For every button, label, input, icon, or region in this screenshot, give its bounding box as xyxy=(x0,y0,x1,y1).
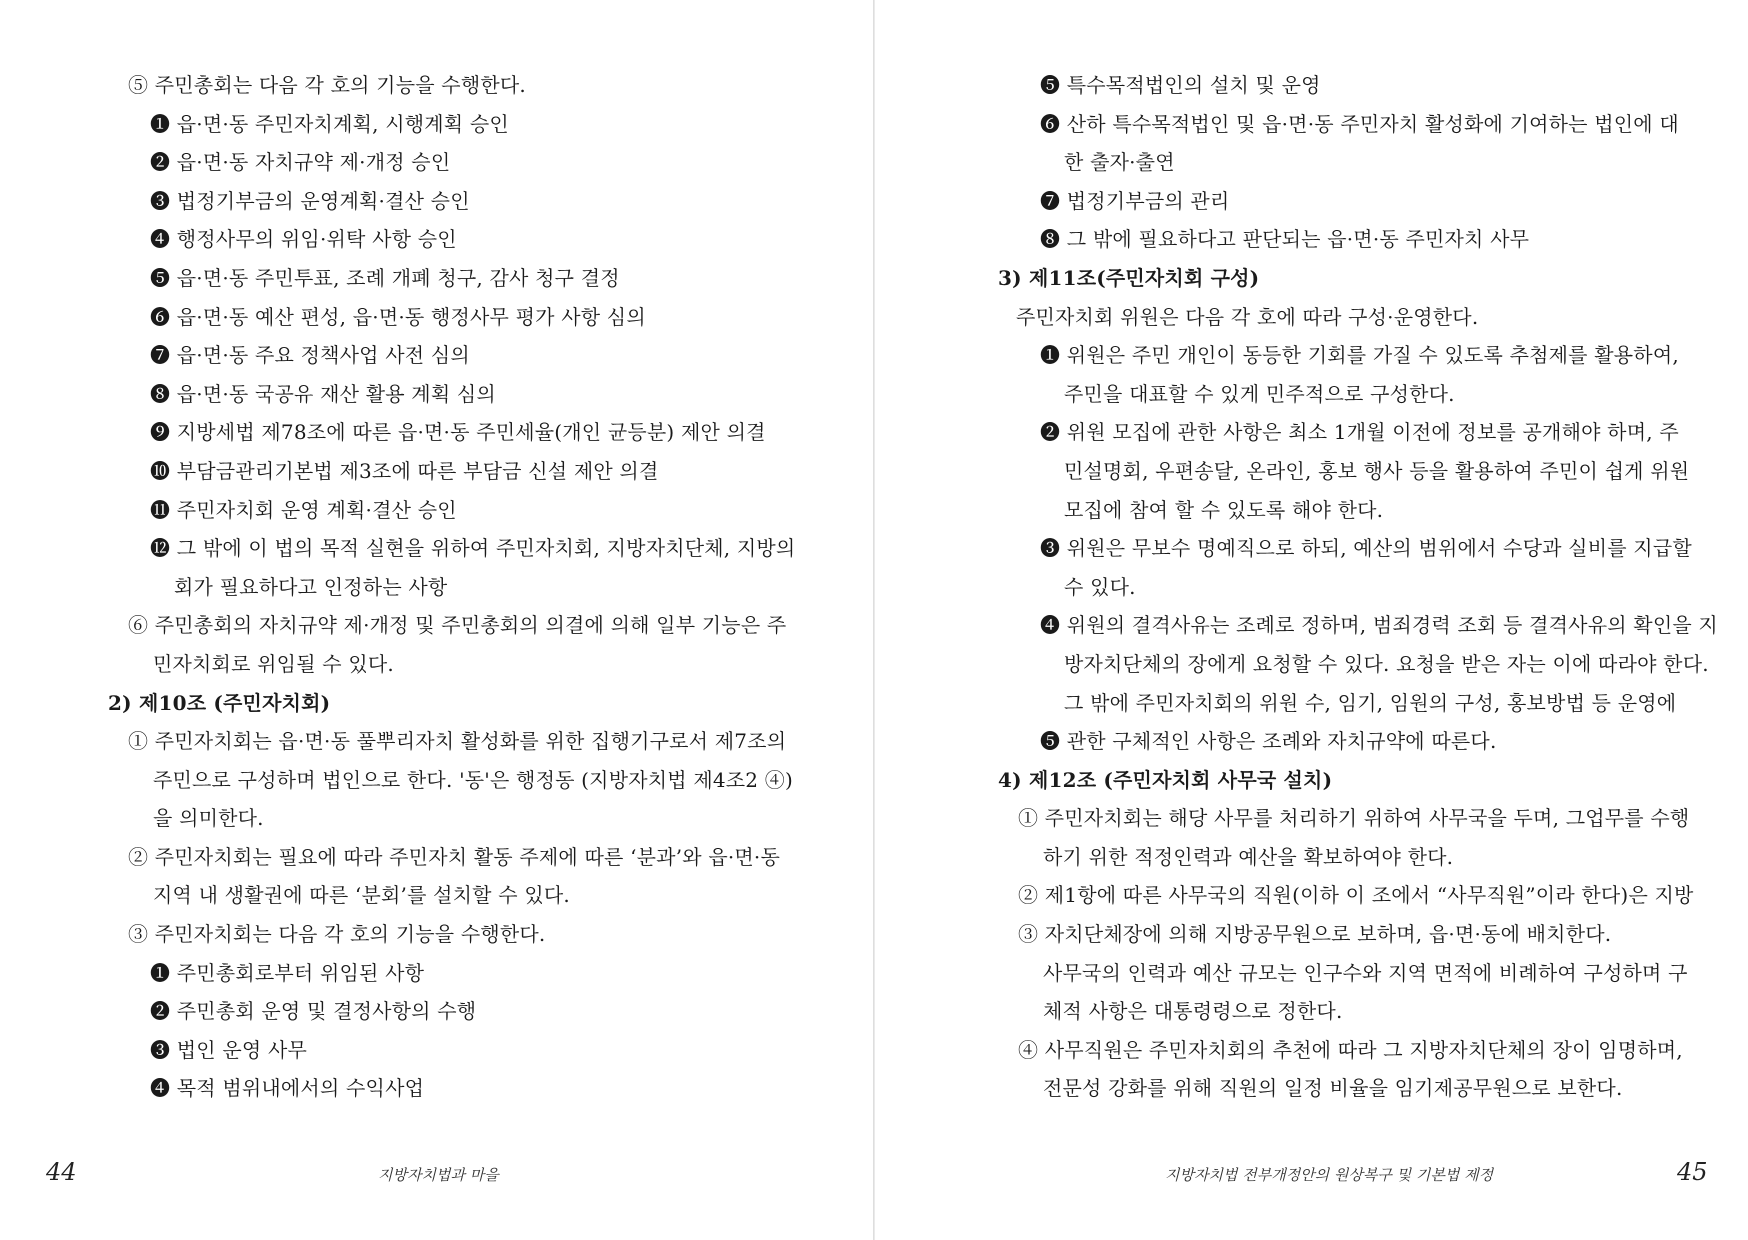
text-line: ① 주민자치회는 해당 사무를 처리하기 위하여 사무국을 두며, 그업무를 수행 xyxy=(1018,806,1690,831)
text-line: ❻ 읍·면·동 예산 편성, 읍·면·동 행정사무 평가 사항 심의 xyxy=(150,304,646,329)
text-line: ③ 주민자치회는 다음 각 호의 기능을 수행한다. xyxy=(128,922,546,947)
text-line: 지역 내 생활권에 따른 ‘분회’를 설치할 수 있다. xyxy=(153,883,570,908)
left-page-number: 44 xyxy=(46,1158,77,1186)
text-line: ① 주민자치회는 읍·면·동 풀뿌리자치 활성화를 위한 집행기구로서 제7조의 xyxy=(128,729,787,754)
text-line: 하기 위한 적정인력과 예산을 확보하여야 한다. xyxy=(1043,844,1454,869)
text-line: ❼ 읍·면·동 주요 정책사업 사전 심의 xyxy=(150,343,470,368)
text-line: ❸ 법인 운영 사무 xyxy=(150,1037,307,1062)
text-line: 모집에 참여 할 수 있도록 해야 한다. xyxy=(1064,497,1384,522)
text-line: ② 제1항에 따른 사무국의 직원(이하 이 조에서 “사무직원”이라 한다)은 지방 xyxy=(1018,883,1694,908)
text-line: ⑤ 주민총회는 다음 각 호의 기능을 수행한다. xyxy=(128,73,526,97)
text-line: 민설명회, 우편송달, 온라인, 홍보 행사 등을 활용하여 주민이 쉽게 위원 xyxy=(1064,458,1690,483)
text-line: ❺ 관한 구체적인 사항은 조례와 자치규약에 따른다. xyxy=(1040,729,1497,754)
text-line: ❺ 특수목적법인의 설치 및 운영 xyxy=(1040,73,1321,97)
text-line: ③ 자치단체장에 의해 지방공무원으로 보하며, 읍·면·동에 배치한다. xyxy=(1018,922,1612,947)
right-running-header: 지방자치법 전부개정안의 원상복구 및 기본법 제정 xyxy=(1165,1166,1494,1184)
text-line: ❼ 법정기부금의 관리 xyxy=(1040,188,1230,213)
text-line: ⑥ 주민총회의 자치규약 제·개정 및 주민총회의 의결에 의해 일부 기능은 주 xyxy=(128,613,787,638)
text-line: ❷ 주민총회 운영 및 결정사항의 수행 xyxy=(150,999,477,1024)
left-page xyxy=(0,0,873,1240)
text-line: ❹ 행정사무의 위임·위탁 사항 승인 xyxy=(150,227,457,252)
text-line: ❷ 위원 모집에 관한 사항은 최소 1개월 이전에 정보를 공개해야 하며, 주 xyxy=(1040,420,1679,445)
text-line: 수 있다. xyxy=(1064,574,1136,599)
text-line: ❸ 위원은 무보수 명예직으로 하되, 예산의 범위에서 수당과 실비를 지급할 xyxy=(1040,536,1692,561)
section-heading: 2) 제10조 (주민자치회) xyxy=(108,690,331,715)
text-line: 주민을 대표할 수 있게 민주적으로 구성한다. xyxy=(1064,381,1455,406)
text-line: 전문성 강화를 위해 직원의 일정 비율을 임기제공무원으로 보한다. xyxy=(1043,1076,1623,1101)
text-line: ② 주민자치회는 필요에 따라 주민자치 활동 주제에 따른 ‘분과’와 읍·면·동 xyxy=(128,844,781,869)
text-line: ❷ 읍·면·동 자치규약 제·개정 승인 xyxy=(150,150,451,175)
text-line: ❺ 읍·면·동 주민투표, 조례 개폐 청구, 감사 청구 결정 xyxy=(150,265,620,290)
section-heading: 3) 제11조(주민자치회 구성) xyxy=(998,265,1260,290)
left-page-body xyxy=(108,66,796,1108)
text-line: 그 밖에 주민자치회의 위원 수, 임기, 임원의 구성, 홍보방법 등 운영에 xyxy=(1064,690,1677,715)
text-line: ❶ 읍·면·동 주민자치계획, 시행계획 승인 xyxy=(150,111,509,136)
text-line: ④ 사무직원은 주민자치회의 추천에 따라 그 지방자치단체의 장이 임명하며, xyxy=(1018,1037,1683,1062)
text-line: 을 의미한다. xyxy=(153,806,264,831)
right-page-body xyxy=(998,66,1718,1108)
text-line: ❶ 위원은 주민 개인이 동등한 기회를 가질 수 있도록 추첨제를 활용하여, xyxy=(1040,343,1679,368)
text-line: ⓬ 그 밖에 이 법의 목적 실현을 위하여 주민자치회, 지방자치단체, 지방의 xyxy=(150,536,796,561)
text-line: 사무국의 인력과 예산 규모는 인구수와 지역 면적에 비례하여 구성하며 구 xyxy=(1043,960,1688,985)
right-page-number: 45 xyxy=(1677,1158,1708,1186)
text-line: ❶ 주민총회로부터 위임된 사항 xyxy=(150,960,425,985)
text-line: ❾ 지방세법 제78조에 따른 읍·면·동 주민세율(개인 균등분) 제안 의결 xyxy=(150,420,766,445)
text-line: 방자치단체의 장에게 요청할 수 있다. 요청을 받은 자는 이에 따라야 한다. xyxy=(1064,651,1709,676)
section-heading: 4) 제12조 (주민자치회 사무국 설치) xyxy=(998,767,1333,792)
text-line: 한 출자·출연 xyxy=(1064,150,1175,175)
right-page xyxy=(875,0,1748,1240)
text-line: 체적 사항은 대통령령으로 정한다. xyxy=(1043,999,1343,1024)
text-line: ❽ 읍·면·동 국공유 재산 활용 계획 심의 xyxy=(150,381,496,406)
text-line: ❻ 산하 특수목적법인 및 읍·면·동 주민자치 활성화에 기여하는 법인에 대 xyxy=(1040,111,1679,136)
text-line: 주민으로 구성하며 법인으로 한다. '동'은 행정동 (지방자치법 제4조2 ④) xyxy=(153,767,793,792)
text-line: ❹ 위원의 결격사유는 조례로 정하며, 범죄경력 조회 등 결격사유의 확인을 지 xyxy=(1040,613,1718,638)
text-line: ❸ 법정기부금의 운영계획·결산 승인 xyxy=(150,188,470,213)
text-line: ❽ 그 밖에 필요하다고 판단되는 읍·면·동 주민자치 사무 xyxy=(1040,227,1530,252)
text-line: 주민자치회 위원은 다음 각 호에 따라 구성·운영한다. xyxy=(1016,304,1479,329)
text-line: 민자치회로 위임될 수 있다. xyxy=(153,651,394,676)
text-line: ❿ 부담금관리기본법 제3조에 따른 부담금 신설 제안 의결 xyxy=(150,458,659,483)
text-line: 회가 필요하다고 인정하는 사항 xyxy=(174,574,448,599)
text-line: ⓫ 주민자치회 운영 계획·결산 승인 xyxy=(150,497,457,522)
text-line: ❹ 목적 범위내에서의 수익사업 xyxy=(150,1076,425,1101)
left-running-header: 지방자치법과 마을 xyxy=(378,1166,499,1184)
